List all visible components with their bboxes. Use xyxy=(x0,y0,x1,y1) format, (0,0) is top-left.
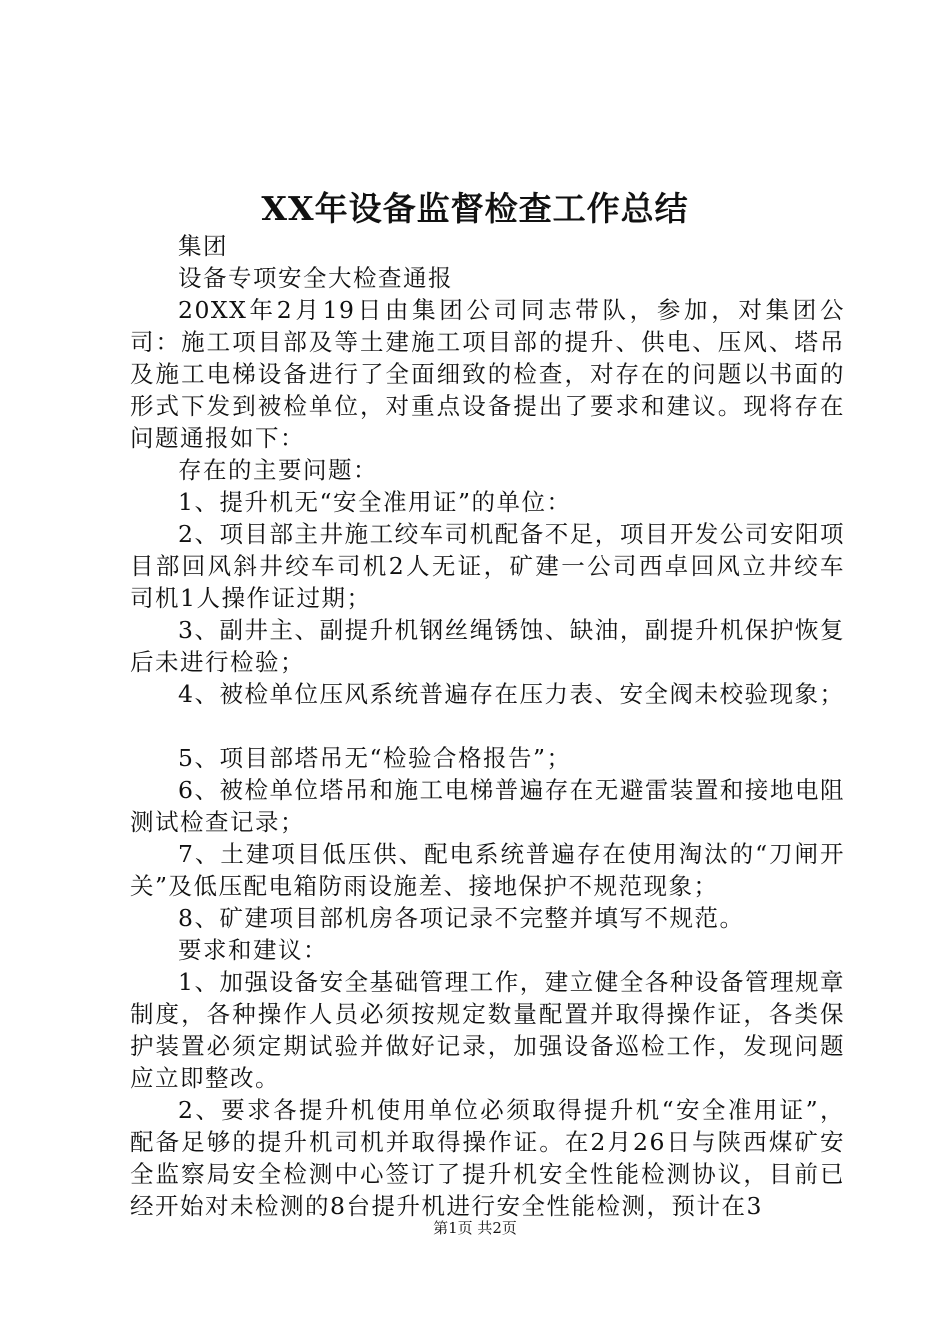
paragraph-issue-1: 1、提升机无“安全准用证”的单位： xyxy=(178,488,572,516)
document-title: XX年设备监督检查工作总结 xyxy=(261,189,689,228)
paragraph-issue-6: 6、被检单位塔吊和施工电梯普遍存在无避雷装置和接地电阻测试检查记录； xyxy=(130,776,845,836)
paragraph-suggestion-2: 2、要求各提升机使用单位必须取得提升机“安全准用证”，配备足够的提升机司机并取得操作证。在2月26日与陕西煤矿安全监察局安全检测中心签订了提升机安全性能检测协议，目前已经开始对未检测的8台提升机进行安全性能检测，预计在3 xyxy=(130,1096,845,1220)
paragraph-issue-2: 2、项目部主井施工绞车司机配备不足，项目开发公司安阳项目部回风斜井绞车司机2人无证，矿建一公司西卓回风立井绞车司机1人操作证过期； xyxy=(130,520,845,612)
paragraph-issue-7: 7、土建项目低压供、配电系统普遍存在使用淘汰的“刀闸开关”及低压配电箱防雨设施差、接地保护不规范现象； xyxy=(130,840,845,900)
paragraph-intro: 20XX年2月19日由集团公司同志带队，参加，对集团公司：施工项目部及等土建施工项目部的提升、供电、压风、塔吊及施工电梯设备进行了全面细致的检查，对存在的问题以书面的形式下发到被检单位，对重点设备提出了要求和建议。现将存在问题通报如下： xyxy=(130,296,845,452)
document-body xyxy=(130,230,845,1222)
paragraph-issue-4: 4、被检单位压风系统普遍存在压力表、安全阀未校验现象； xyxy=(178,680,845,708)
paragraph-issues-heading: 存在的主要问题： xyxy=(178,456,378,484)
paragraph-notice-title: 设备专项安全大检查通报 xyxy=(178,264,453,292)
paragraph-suggestions-heading: 要求和建议： xyxy=(178,936,328,964)
paragraph-issue-3: 3、副井主、副提升机钢丝绳锈蚀、缺油，副提升机保护恢复后未进行检验； xyxy=(130,616,845,676)
paragraph-suggestion-1: 1、加强设备安全基础管理工作，建立健全各种设备管理规章制度，各种操作人员必须按规定数量配置并取得操作证，各类保护装置必须定期试验并做好记录，加强设备巡检工作，发现问题应立即整改。 xyxy=(130,968,845,1092)
paragraph-issue-5: 5、项目部塔吊无“检验合格报告”； xyxy=(178,744,572,772)
page-footer: 第1页 共2页 xyxy=(433,1219,517,1237)
paragraph-group: 集团 xyxy=(178,232,228,260)
paragraph-issue-8: 8、矿建项目部机房各项记录不完整并填写不规范。 xyxy=(178,904,745,932)
